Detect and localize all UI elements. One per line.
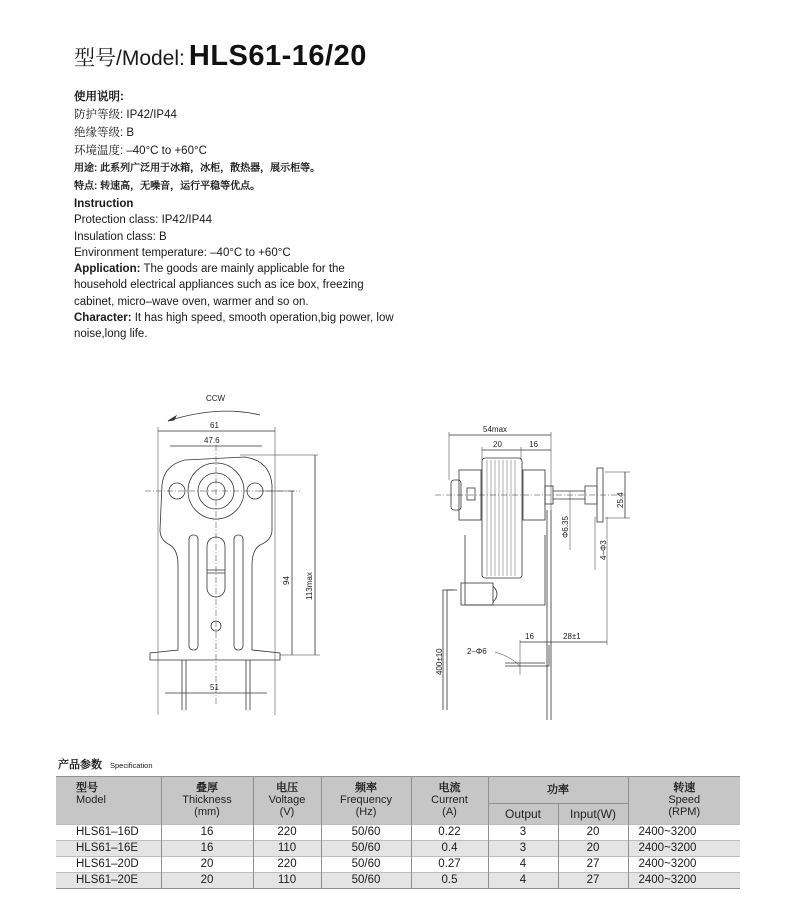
table-row: HLS61–20D 20 220 50/60 0.27 4 27 2400~3200 xyxy=(56,857,740,873)
cn-insulation: 绝缘等级: B xyxy=(74,127,135,139)
dim-4-holes: 4–Φ3 xyxy=(599,540,608,560)
chinese-instructions xyxy=(74,88,320,196)
application-label: Application: xyxy=(74,263,141,276)
ccw-label: CCW xyxy=(206,394,226,403)
title-prefix: 型号/Model: xyxy=(74,47,185,70)
side-view-drawing xyxy=(425,420,635,720)
cn-application: 用途: 此系列广泛用于冰箱，冰柜，散热器，展示柜等。 xyxy=(74,163,321,174)
dim-16-top: 16 xyxy=(529,440,538,449)
dim-16-bottom: 16 xyxy=(525,632,534,641)
cn-character: 特点: 转速高，无噪音，运行平稳等优点。 xyxy=(74,181,261,192)
col-current: 电流 Current (A) xyxy=(411,777,488,825)
table-row: HLS61–20E 20 110 50/60 0.5 4 27 2400~3200 xyxy=(56,873,740,889)
character-text: It has high speed, smooth operation,big power, low noise,long life. xyxy=(74,312,394,341)
spec-section-label xyxy=(58,756,153,772)
dim-47-6: 47.6 xyxy=(204,436,220,445)
dim-61: 61 xyxy=(210,421,219,430)
character-label: Character: xyxy=(74,312,132,325)
spec-label-cn: 产品参数 xyxy=(58,759,102,771)
table-row: HLS61–16D 16 220 50/60 0.22 3 20 2400~3200 xyxy=(56,825,740,841)
dim-mount-holes: 2–Φ6 xyxy=(467,647,487,656)
col-speed: 转速 Speed (RPM) xyxy=(628,777,740,825)
col-input: Input(W) xyxy=(558,804,628,825)
model-name: HLS61-16/20 xyxy=(188,40,367,72)
col-thickness: 叠厚 Thickness (mm) xyxy=(161,777,253,825)
en-character xyxy=(74,310,394,343)
dim-lead-length: 400±10 xyxy=(435,648,444,675)
table-row: HLS61–16E 16 110 50/60 0.4 3 20 2400~3200 xyxy=(56,841,740,857)
spec-label-en: Specification xyxy=(110,761,153,770)
col-power: 功率 xyxy=(488,777,628,804)
dim-113max: 113max xyxy=(305,572,314,600)
front-view-drawing xyxy=(130,385,340,725)
col-output: Output xyxy=(488,804,558,825)
en-application xyxy=(74,261,394,310)
english-instructions xyxy=(74,196,394,343)
cn-heading: 使用说明: xyxy=(74,91,124,103)
col-model: 型号 Model xyxy=(56,777,161,825)
col-frequency: 频率 Frequency (Hz) xyxy=(321,777,411,825)
col-voltage: 电压 Voltage (V) xyxy=(253,777,321,825)
application-text: The goods are mainly applicable for the household electrical appliances such as ice box, freezing cabinet, micro–wave oven, warmer and so on. xyxy=(74,263,364,308)
en-insulation: Insulation class: B xyxy=(74,230,167,243)
dim-shaft-dia: Φ6.35 xyxy=(561,516,570,538)
en-temperature: Environment temperature: –40°C to +60°C xyxy=(74,246,291,259)
cn-protection: 防护等级: IP42/IP44 xyxy=(74,109,177,121)
en-protection: Protection class: IP42/IP44 xyxy=(74,214,213,227)
dim-54max: 54max xyxy=(483,425,508,434)
en-heading: Instruction xyxy=(74,198,134,210)
dim-25-4: 25.4 xyxy=(616,492,625,508)
page-title xyxy=(74,40,367,80)
dim-51: 51 xyxy=(210,683,219,692)
dim-20: 20 xyxy=(493,440,502,449)
dim-28: 28±1 xyxy=(563,632,581,641)
spec-table xyxy=(56,776,740,889)
cn-temperature: 环境温度: –40°C to +60°C xyxy=(74,145,207,157)
dim-94: 94 xyxy=(282,576,291,585)
